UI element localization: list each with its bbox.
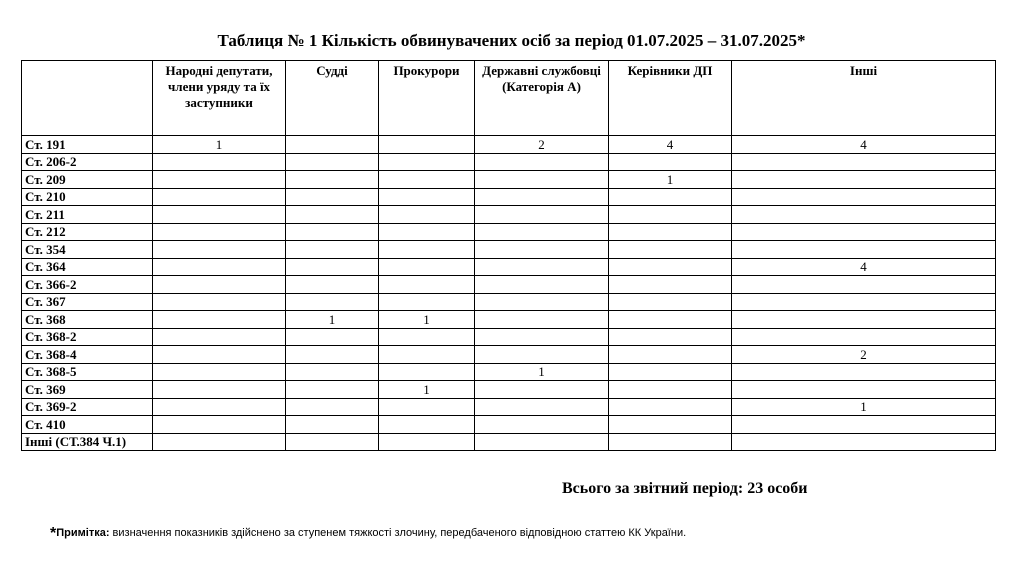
table-cell: [286, 328, 379, 346]
table-cell: [379, 363, 475, 381]
table-row: [22, 293, 996, 311]
table-row: [22, 276, 996, 294]
table-cell: [609, 398, 732, 416]
row-label-cell: Ст. 369-2: [22, 398, 153, 416]
header-cell: Інші: [732, 61, 996, 136]
table-cell: [286, 276, 379, 294]
header-cell: Народні депутати, члени уряду та їх заступники: [153, 61, 286, 136]
table-cell: [475, 416, 609, 434]
row-label-cell: Ст. 211: [22, 206, 153, 224]
table-cell: [153, 153, 286, 171]
table-cell: 2: [732, 346, 996, 364]
table-cell: 1: [732, 398, 996, 416]
table-cell: [475, 223, 609, 241]
data-table: [21, 60, 996, 451]
row-label-cell: Ст. 210: [22, 188, 153, 206]
table-cell: [475, 206, 609, 224]
table-cell: 1: [475, 363, 609, 381]
table-cell: [286, 136, 379, 154]
table-cell: [609, 241, 732, 259]
table-cell: [609, 416, 732, 434]
table-cell: [475, 241, 609, 259]
table-cell: [286, 293, 379, 311]
table-cell: [609, 381, 732, 399]
table-row: [22, 328, 996, 346]
table-cell: [286, 223, 379, 241]
table-row: [22, 136, 996, 154]
table-row: [22, 188, 996, 206]
table-cell: [286, 363, 379, 381]
header-cell: Судді: [286, 61, 379, 136]
row-label-cell: Інші (СТ.384 Ч.1): [22, 433, 153, 451]
table-cell: [379, 171, 475, 189]
row-label-cell: Ст. 366-2: [22, 276, 153, 294]
table-cell: [153, 171, 286, 189]
table-cell: [379, 328, 475, 346]
footnote-text: визначення показників здійснено за ступенем тяжкості злочину, передбаченого відповідною статтею КК України.: [109, 527, 687, 539]
table-row: [22, 433, 996, 451]
table-cell: [609, 188, 732, 206]
table-cell: 1: [609, 171, 732, 189]
table-cell: [732, 206, 996, 224]
table-row: [22, 381, 996, 399]
table-cell: [153, 433, 286, 451]
table-cell: [732, 241, 996, 259]
table-cell: [379, 258, 475, 276]
table-cell: [609, 258, 732, 276]
table-header-row: [22, 61, 996, 136]
row-label-cell: Ст. 209: [22, 171, 153, 189]
table-cell: 4: [609, 136, 732, 154]
table-cell: [286, 381, 379, 399]
table-cell: [153, 293, 286, 311]
table-cell: [153, 258, 286, 276]
footnote: [50, 525, 686, 543]
table-cell: [475, 171, 609, 189]
table-cell: [153, 206, 286, 224]
table-cell: [379, 346, 475, 364]
table-cell: [153, 223, 286, 241]
table-cell: [475, 381, 609, 399]
table-cell: [475, 258, 609, 276]
table-row: [22, 241, 996, 259]
row-label-cell: Ст. 206-2: [22, 153, 153, 171]
table-cell: [609, 363, 732, 381]
header-cell: Керівники ДП: [609, 61, 732, 136]
table-cell: [379, 188, 475, 206]
table-cell: [732, 416, 996, 434]
table-cell: [732, 381, 996, 399]
table-cell: 1: [286, 311, 379, 329]
table-cell: [475, 293, 609, 311]
table-cell: [732, 328, 996, 346]
table-row: [22, 346, 996, 364]
table-row: [22, 171, 996, 189]
table-cell: [475, 188, 609, 206]
table-cell: [475, 153, 609, 171]
table-cell: [286, 346, 379, 364]
table-cell: [153, 346, 286, 364]
table-cell: [153, 363, 286, 381]
table-cell: 1: [153, 136, 286, 154]
table-cell: [153, 328, 286, 346]
table-cell: [379, 293, 475, 311]
table-cell: [379, 136, 475, 154]
table-cell: [153, 188, 286, 206]
table-cell: [286, 241, 379, 259]
table-cell: [379, 223, 475, 241]
table-cell: [475, 433, 609, 451]
row-label-cell: Ст. 368-5: [22, 363, 153, 381]
table-cell: [153, 241, 286, 259]
footnote-asterisk: *: [50, 525, 57, 542]
table-cell: [286, 258, 379, 276]
table-cell: 4: [732, 258, 996, 276]
table-cell: [732, 311, 996, 329]
table-row: [22, 416, 996, 434]
table-cell: [609, 153, 732, 171]
table-cell: [286, 398, 379, 416]
row-label-cell: Ст. 364: [22, 258, 153, 276]
table-row: [22, 398, 996, 416]
table-cell: [732, 188, 996, 206]
table-cell: [609, 433, 732, 451]
table-row: [22, 223, 996, 241]
table-body: [22, 136, 996, 451]
table-cell: [286, 206, 379, 224]
table-cell: [475, 311, 609, 329]
table-cell: [286, 433, 379, 451]
table-cell: [609, 346, 732, 364]
table-cell: [732, 293, 996, 311]
table-cell: [609, 328, 732, 346]
row-label-cell: Ст. 212: [22, 223, 153, 241]
table-cell: [609, 311, 732, 329]
table-cell: [379, 206, 475, 224]
table-cell: [153, 311, 286, 329]
table-cell: [286, 188, 379, 206]
table-cell: [732, 433, 996, 451]
row-label-cell: Ст. 354: [22, 241, 153, 259]
table-title: Таблиця № 1 Кількість обвинувачених осіб за період 01.07.2025 – 31.07.2025*: [217, 31, 806, 50]
table-cell: [732, 363, 996, 381]
table-cell: [475, 398, 609, 416]
table-cell: 2: [475, 136, 609, 154]
table-cell: [153, 381, 286, 399]
table-cell: [379, 398, 475, 416]
row-label-cell: Ст. 368-2: [22, 328, 153, 346]
table-cell: [609, 276, 732, 294]
table-cell: [732, 153, 996, 171]
table-cell: [379, 241, 475, 259]
table-cell: [153, 416, 286, 434]
footnote-label: Примітка:: [56, 527, 110, 539]
table-cell: [286, 153, 379, 171]
table-cell: [732, 171, 996, 189]
row-label-cell: Ст. 369: [22, 381, 153, 399]
table-cell: 4: [732, 136, 996, 154]
header-cell: Державні службовці (Категорія А): [475, 61, 609, 136]
table-cell: [153, 398, 286, 416]
table-row: [22, 311, 996, 329]
table-cell: [379, 433, 475, 451]
table-cell: [609, 293, 732, 311]
row-label-cell: Ст. 191: [22, 136, 153, 154]
table-row: [22, 258, 996, 276]
table-cell: [475, 346, 609, 364]
header-cell-row-label: [22, 61, 153, 136]
table-cell: [609, 223, 732, 241]
table-cell: 1: [379, 311, 475, 329]
row-label-cell: Ст. 410: [22, 416, 153, 434]
table-cell: [153, 276, 286, 294]
table-cell: [286, 171, 379, 189]
table-cell: [732, 223, 996, 241]
table-row: [22, 363, 996, 381]
table-row: [22, 153, 996, 171]
table-cell: [379, 416, 475, 434]
row-label-cell: Ст. 368: [22, 311, 153, 329]
total-summary: Всього за звітний період: 23 особи: [562, 480, 808, 497]
table-cell: [286, 416, 379, 434]
table-row: [22, 206, 996, 224]
table-cell: [475, 276, 609, 294]
header-cell: Прокурори: [379, 61, 475, 136]
row-label-cell: Ст. 368-4: [22, 346, 153, 364]
row-label-cell: Ст. 367: [22, 293, 153, 311]
table-cell: [732, 276, 996, 294]
table-cell: 1: [379, 381, 475, 399]
table-cell: [609, 206, 732, 224]
table-cell: [379, 153, 475, 171]
table-cell: [379, 276, 475, 294]
table-cell: [475, 328, 609, 346]
